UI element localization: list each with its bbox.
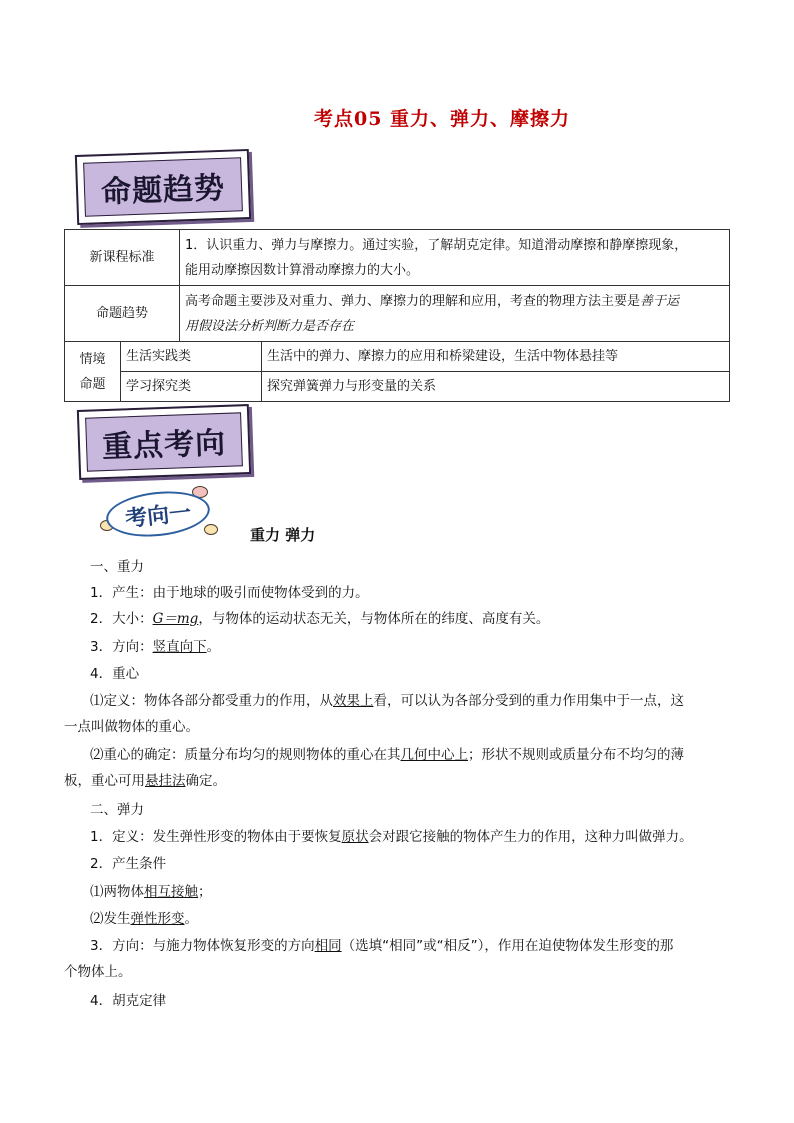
- table-row: [65, 286, 730, 342]
- underlined-text: 悬挂法: [145, 773, 186, 789]
- text: （选填“相同”或“相反”），作用在迫使物体发生形变的那: [341, 938, 674, 954]
- text: 确定。: [185, 773, 226, 789]
- handwritten-text: 善于运: [640, 293, 680, 309]
- text: 。: [184, 911, 198, 927]
- handwritten-text: 用假设法分析判断力是否存在: [185, 318, 355, 334]
- text: ⑵发生: [90, 911, 131, 927]
- focus-banner-label: 重点考向: [85, 412, 243, 471]
- content-text: 高考命题主要涉及对重力、弹力、摩擦力的理解和应用，考查的物理方法主要是: [185, 293, 641, 309]
- paragraph: [90, 824, 730, 850]
- situation-label-line: 命题: [79, 376, 106, 392]
- content-line: 能用动摩擦因数计算滑动摩擦力的大小。: [185, 262, 420, 278]
- text-line: [64, 742, 730, 768]
- trend-table: [64, 229, 730, 402]
- text: ；: [198, 884, 212, 900]
- situation-label-line: 情境: [79, 351, 106, 367]
- text: ，与物体的运动状态无关，与物体所在的纬度、高度有关。: [198, 611, 550, 627]
- situation-type: 学习探究类: [121, 372, 262, 402]
- text-line: [64, 768, 730, 794]
- text: 。: [206, 639, 221, 655]
- paragraph: 4．胡克定律: [90, 993, 167, 1009]
- underlined-text: 几何中心上: [400, 747, 468, 763]
- text-line: [64, 933, 730, 959]
- text: 看，可以认为各部分受到的重力作用集中于一点，这: [373, 693, 684, 709]
- situation-content: 探究弹簧弹力与形变量的关系: [262, 372, 730, 402]
- underlined-text: 弹性形变: [130, 911, 185, 927]
- row-content: [180, 230, 730, 286]
- text-line: [64, 688, 730, 714]
- underlined-text: 相同: [314, 938, 342, 954]
- content-line: 1．认识重力、弹力与摩擦力。通过实验，了解胡克定律。知道滑动摩擦和静摩擦现象，: [185, 237, 688, 253]
- trend-banner: [75, 149, 251, 225]
- text: 3．方向：与施力物体恢复形变的方向: [90, 938, 315, 954]
- text: ⑴两物体: [90, 884, 144, 900]
- section-heading: 重力 弹力: [250, 526, 316, 544]
- row-label: 命题趋势: [65, 286, 180, 342]
- text: 3．方向：: [90, 639, 153, 655]
- underlined-text: 相互接触: [144, 884, 198, 900]
- subsection-title: 一、重力: [90, 559, 144, 575]
- text-line: 个物体上。: [64, 964, 132, 980]
- content-line: [185, 289, 724, 314]
- text: 板，重心可用: [64, 773, 145, 789]
- text: ⑴定义：物体各部分都受重力的作用，从: [90, 693, 333, 709]
- row-label: 新课程标准: [65, 230, 180, 286]
- topic-tag-label: 考向一: [104, 487, 212, 542]
- formula: G＝mg: [152, 611, 199, 627]
- trend-banner-label: 命题趋势: [83, 157, 243, 216]
- paragraph: [64, 933, 730, 985]
- decor-dot-icon: [204, 524, 218, 535]
- row-content: [180, 286, 730, 342]
- situation-content: 生活中的弹力、摩擦力的应用和桥梁建设，生活中物体悬挂等: [262, 342, 730, 372]
- text: 2．大小：: [90, 611, 153, 627]
- focus-banner: [77, 404, 251, 480]
- underlined-text: 竖直向下: [152, 639, 207, 655]
- table-row: [65, 372, 730, 402]
- paragraph: 1．产生：由于地球的吸引而使物体受到的力。: [90, 585, 369, 601]
- text: 1．定义：发生弹性形变的物体由于要恢复: [90, 829, 342, 845]
- paragraph: [90, 634, 756, 660]
- text: ；形状不规则或质量分布不均匀的薄: [468, 747, 684, 763]
- situation-type: 生活实践类: [121, 342, 262, 372]
- paragraph: [90, 906, 756, 932]
- paragraph: [90, 879, 756, 905]
- text: ⑵重心的确定：质量分布均匀的规则物体的重心在其: [90, 747, 401, 763]
- paragraph: [90, 606, 756, 632]
- table-row: [65, 230, 730, 286]
- table-row: [65, 342, 730, 372]
- paragraph: 4．重心: [90, 666, 140, 682]
- paragraph: [64, 688, 730, 740]
- situation-label: [65, 342, 121, 402]
- text-line: 一点叫做物体的重心。: [64, 719, 199, 735]
- topic-tag: [100, 486, 218, 538]
- subsection-title: 二、弹力: [90, 802, 144, 818]
- underlined-text: 原状: [341, 829, 369, 845]
- paragraph: 2．产生条件: [90, 856, 167, 872]
- underlined-text: 效果上: [333, 693, 374, 709]
- page-title: 考点05 重力、弹力、摩擦力: [313, 108, 571, 130]
- paragraph: [64, 742, 730, 794]
- text: 会对跟它接触的物体产生力的作用，这种力叫做弹力。: [368, 829, 693, 845]
